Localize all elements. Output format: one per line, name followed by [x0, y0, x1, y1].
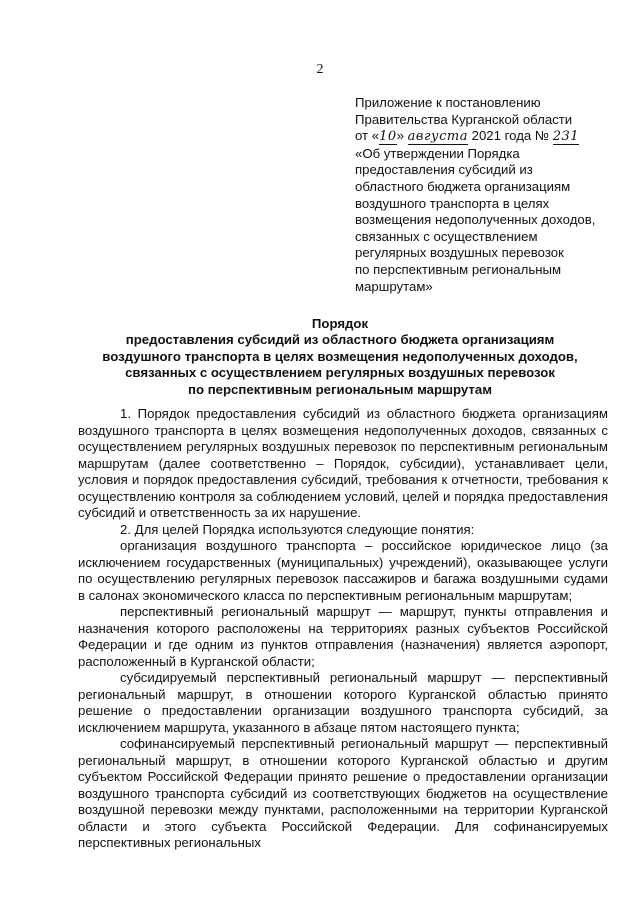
subject-line: предоставления субсидий из [355, 162, 533, 178]
paragraph: софинансируемый перспективный региональный маршрут — перспективный региональный маршрут, в отношении которого Курганской областью и другим субъектом Российской Федерации принято решение о предоставлении организации воздушного транспорта субсидий из соответствующих бюджетов на осуществление воздушной перевозки между пунктами, расположенными на территории Курганской области и этого субъекта Российской Федерации. Для софинансируемых перспективных региональных [78, 736, 608, 850]
subject-line: по перспективным региональным [355, 261, 562, 277]
paragraph: организация воздушного транспорта – российское юридическое лицо (за исключением государственных (муниципальных) учреждений), оказывающее услуги по осуществлению регулярных перевозок пассажиров и багажа воздушными судами в салонах экономического класса по перспективным региональным маршрутам; [78, 538, 608, 603]
title-line: воздушного транспорта в целях возмещения недополученных доходов, [102, 348, 578, 364]
page-number: 2 [316, 62, 324, 77]
document-title [40, 316, 640, 398]
title-line: Порядок [311, 316, 369, 331]
appendix-line: Приложение к постановлению [355, 95, 541, 110]
subject-line: областного бюджета организациям [355, 178, 571, 194]
subject-line: связанных с осуществлением [355, 228, 538, 244]
subject-line: регулярных воздушных перевозок [355, 245, 564, 261]
date-month-handwritten: августа [407, 129, 468, 145]
appendix-line: Правительства Курганской области [355, 111, 573, 127]
subject-line: маршрутам» [355, 278, 433, 294]
appendix-date-line [355, 128, 620, 146]
paragraph: перспективный региональный маршрут — маршрут, пункты отправления и назначения которого расположены на территориях разных субъектов Российской Федерации и где одним из пунктов отправления (назначения) является аэропорт, расположенный в Курганской области; [78, 604, 608, 669]
subject-line: воздушного транспорта в целях [355, 195, 550, 211]
document-body [78, 406, 608, 852]
paragraph: 2. Для целей Порядка используются следующие понятия: [120, 521, 475, 537]
appendix-block [355, 95, 620, 295]
subject-line: «Об утверждении Порядка [355, 145, 520, 161]
date-year: 2021 года № [471, 128, 550, 144]
date-prefix: от « [355, 128, 380, 144]
title-line: предоставления субсидий из областного бюджета организациям [125, 332, 555, 348]
date-mid: » [396, 128, 404, 144]
paragraph: 1. Порядок предоставления субсидий из областного бюджета организациям воздушного транспорта в целях возмещения недополученных доходов, связанных с осуществлением регулярных воздушных перевозок по перспективным региональным маршрутам (далее соответственно – Порядок, субсидии), устанавливает цели, условия и порядок предоставления субсидий, требования к отчетности, требования к осуществлению контроля за соблюдением условий, целей и порядка предоставления субсидий и ответственность за их нарушение. [78, 406, 608, 520]
title-line: по перспективным региональным маршрутам [188, 381, 492, 397]
paragraph: субсидируемый перспективный региональный маршрут — перспективный региональный маршрут, в отношении которого Курганской областью принято решение о предоставлении организации воздушного транспорта субсидий, за исключением маршрута, указанного в абзаце пятом настоящего пункта; [78, 670, 608, 735]
subject-line: возмещения недополученных доходов, [355, 212, 596, 228]
date-day-handwritten: 10 [379, 129, 397, 145]
doc-number-handwritten: 231 [552, 129, 580, 145]
title-line: связанных с осуществлением регулярных воздушных перевозок [125, 365, 555, 381]
